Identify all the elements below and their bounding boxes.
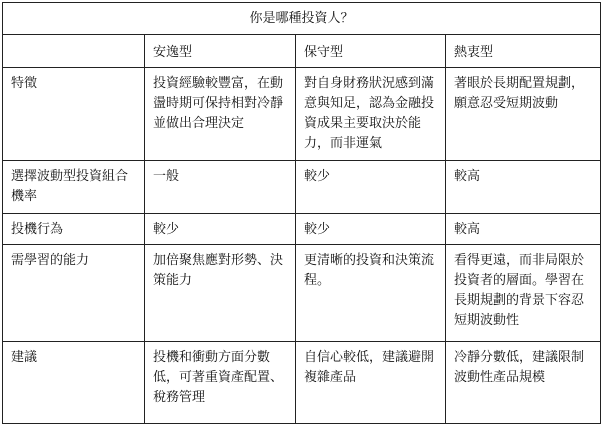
table-cell: 冷靜分數低，建議限制波動性產品規模 (446, 342, 601, 424)
header-enthusiastic-type: 熱衷型 (446, 35, 601, 68)
table-cell: 更清晰的投資和決策流程。 (296, 245, 446, 342)
table-row-traits (3, 68, 601, 161)
header-relaxed-type: 安逸型 (145, 35, 296, 68)
table-cell: 看得更遠，而非局限於投資者的層面。學習在長期規劃的背景下容忍短期波動性 (446, 245, 601, 342)
table-cell: 著眼於長期配置規劃，願意忍受短期波動 (446, 68, 601, 161)
table-row-advice (3, 342, 601, 424)
table-row-speculation (3, 214, 601, 245)
table-cell: 較少 (296, 214, 446, 245)
header-conservative-type: 保守型 (296, 35, 446, 68)
row-label: 需學習的能力 (3, 245, 145, 342)
row-label: 建議 (3, 342, 145, 424)
header-row (3, 35, 601, 68)
title-row (3, 3, 601, 35)
table-title: 你是哪種投資人？ (3, 3, 601, 35)
table-cell: 投資經驗較豐富，在動盪時期可保持相對冷靜並做出合理決定 (145, 68, 296, 161)
table-cell: 較少 (296, 161, 446, 214)
table-row-volatile-portfolio (3, 161, 601, 214)
row-label: 投機行為 (3, 214, 145, 245)
table-cell: 投機和衝動方面分數低，可著重資產配置、稅務管理 (145, 342, 296, 424)
row-label: 特徵 (3, 68, 145, 161)
table-cell: 一般 (145, 161, 296, 214)
investor-type-table (2, 2, 601, 424)
table-cell: 自信心較低，建議避開複雜產品 (296, 342, 446, 424)
table-row-skills (3, 245, 601, 342)
table-cell: 對自身財務狀況感到滿意與知足，認為金融投資成果主要取決於能力，而非運氣 (296, 68, 446, 161)
table-cell: 加倍聚焦應對形勢、決策能力 (145, 245, 296, 342)
table-cell: 較少 (145, 214, 296, 245)
table-cell: 較高 (446, 161, 601, 214)
row-label: 選擇波動型投資組合機率 (3, 161, 145, 214)
table-cell: 較高 (446, 214, 601, 245)
header-empty-cell (3, 35, 145, 68)
